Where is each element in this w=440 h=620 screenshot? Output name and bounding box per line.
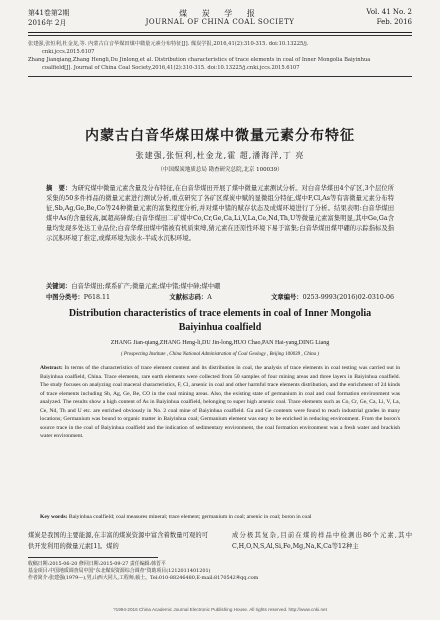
keywords-en-text: Baiyinhua coalfield; coal measures mineral; trace element; germanium in coal; arsenic in coal; boron in coal [68,514,312,520]
citation-en-2: coalfield[J]. Journal of China Coal Society,2016,41(2):310-315. doi:10.13225/j.cnki.jccs.2015.6107 [42,65,300,71]
copyright-footer: ?1994-2016 China Academic Journal Electronic Publishing House. All rights reserved. http://www.cnki.net [113,607,327,612]
citation-rule [28,76,412,77]
art-label: 文章编号： [271,294,303,301]
doc-value: A [207,294,212,301]
citation-cn-2: cnki.jccs.2015.6107 [42,49,95,55]
keywords-cn-text: 白音华煤田;煤系矿产;微量元素;煤中锗;煤中砷;煤中硼 [71,283,221,290]
abstract-en-text: In terms of the characteristics of trace element content and its distribution in coal, the analysis of trace elements in coal testing was carried out in Baiyinhua coalfield, China. Trace elements, rare earth elements were collected from 50 samples of four mining areas and three layers in Baiyinhua coalfield. The study focuses on analyzing coal maceral characteristics, F, Cl, arsenic in coal and other harmful trace elements distribution, and the enrichment of 24 kinds of trace elements including Sb, Ag, Ge, Be, CO in the coal mining areas. Also, the existing state of germanium in coal and coal formation environment was analyzed. The results show a high content of As in Baiyinhua coalfield, belonging to super high arsenic coal. Trace elements such as Co, Cr, Ge, Ca, Li, V, La, Ce, Nd, Th and U etc. are enriched obviously in No. 2 coal mine of Baiyinhua coalfield. Ga and Ge contents were found to reach industrial grades in many locations; Germanium was bound to organic matter in Baiyinhua coal; Germanium element was easy to be enriched in reducing environment. From the boron's source trace in the coal of Baiyinhua coalfield and the indication of sedimentary environment, the coal formation environment was a fresh water and brackish water environment. [40,365,400,439]
clc-value: P618.11 [83,294,111,301]
footnote-rule [28,557,158,558]
doc-label: 文献标志码： [169,294,208,301]
title-en-line1: Distribution characteristics of trace elements in coal of Inner Mongolia [68,308,372,319]
header-rule-thin [28,35,412,36]
abstract-cn [46,184,394,244]
body-column-right: 成分极其复杂,目前在煤的样品中检测出86个元素,其中C,H,O,N,S,Al,Si,Fe,Mg,Na,K,Ca等12种主 [232,532,412,550]
abstract-cn-text: 为研究煤中微量元素含量及分布特征,在白音华煤田开展了煤中微量元素测试分析。对白音华煤田4个矿区,3个层位所采集的50多件样品的微量元素进行测试分析,重点研究了各矿区煤炭中赋的显微组分特征,煤中F,Cl,As等有害微量元素分布特征,Sb,Ag,Ge,Be,Co等24种微量元素的富集程度分析,并对煤中锗的赋存状态及成煤环境进行了分析。结果表明:白音华煤田煤中As的含量较高,属超高砷煤;白音华煤田二矿煤中Co,Cr,Ge,Ca,Li,V,La,Ce,Nd,Th,U等微量元素富集明显,其中Ge,Ga含量均发现多处达工业品位;白音华煤田煤中锗被有机质束缚,猜元素在还原性环境下易于富集;白音华煤田煤甲硼的示踪指标及指示沉积环境了推定,或煤环境为淡水-半咸水沉积环境。 [46,185,394,242]
article-title-cn: 内蒙古白音华煤田煤中微量元素分布特征 [85,128,355,144]
authors-en: ZHANG Jian-qiang,ZHANG Heng-li,DU Jin-long,HUO Chao,PAN Hai-yang,DING Liang [110,340,330,346]
header-volume-cn: 第41卷第2期 [28,9,70,17]
body-column-left: 煤炭是我国的主要能源,在丰富的煤炭资源中富含着数量可观的可供开发利用的微量元素[1]。煤的 [28,532,208,550]
article-number [271,292,394,301]
keywords-cn-label: 关键词： [46,283,72,290]
affiliation-en: ( Prospecting Institute , China National Administration of Coal Geology , Beijing 100039 , China ) [120,352,320,357]
affiliation-cn: （中国煤炭地质总局 勘查研究总院,北京 100039） [157,167,283,173]
header-date-en: Feb. 2016 [376,18,412,26]
footnotes [28,561,412,583]
header-rule [28,32,412,33]
title-en-line2: Baiyinhua coalfield [178,322,262,333]
clc-label: 中图分类号： [46,294,84,301]
document-code [169,292,211,301]
keywords-en-label: Key words: [40,514,68,520]
keywords-en [40,514,400,520]
abstract-en-label: Abstract: [40,365,63,371]
citation-cn: 张建强,张恒利,杜金龙,等. 内蒙古白音华煤田煤中微量元素分布特征[J]. 煤炭学报,2016,41(2):310-315. doi:10.13225/j. [28,41,309,47]
authors-cn: 张建强,张恒利,杜金龙,霍 超,潘海洋,丁 亮 [135,151,305,160]
header-volume-en: Vol. 41 No. 2 [366,8,412,16]
footnote-author-bio: 作者简介:张建强(1979—),男,山西大同人,工程师,硕士。Tel:010-88246480,E-mail:8170542④qq.com [28,575,259,582]
header-journal-cn: 煤 炭 学 报 [179,9,261,18]
citation-en: Zhang Jianqiang,Zhang Hengli,Du Jinlong,et al. Distribution characteristics of trace elements in coal of Inner Mongolia Baiyinhua [28,57,371,63]
footnote-funding: 基金项目:中国地质调查局中国"东北煤炭资源综合调查"资助项目(1212011401201) [28,568,211,575]
header-date-cn: 2016年 2月 [28,19,67,27]
abstract-cn-label: 摘 要： [46,185,72,192]
article-title-en [0,307,440,335]
classification-row [46,292,394,301]
abstract-en [40,364,400,441]
citation-block [28,40,412,72]
clc-number [46,292,110,301]
header-journal-en: JOURNAL OF CHINA COAL SOCIETY [145,18,295,26]
footnote-dates: 收稿日期:2015-06-20 修回日期:2015-09-27 责任编辑:韩晋平 [28,561,166,567]
keywords-cn [46,281,394,290]
art-value: 0253-9993(2016)02-0310-06 [302,294,394,301]
